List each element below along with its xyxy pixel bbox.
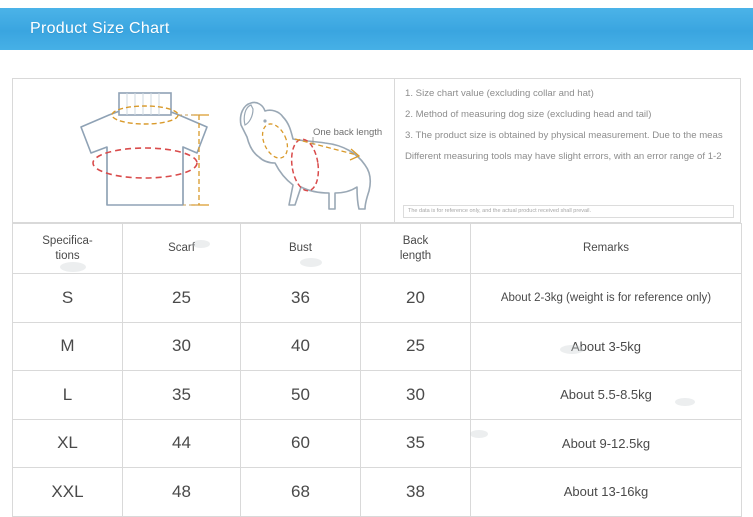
- header-banner: [0, 8, 753, 50]
- table-row: [13, 468, 742, 517]
- cell-back-length: 20: [361, 274, 471, 323]
- cell-bust: 50: [241, 371, 361, 420]
- garment-and-dog-diagram: [13, 79, 394, 222]
- cell-bust: 60: [241, 419, 361, 468]
- note-2: 2. Method of measuring dog size (excluding head and tail): [405, 108, 652, 120]
- header-specifications: [13, 224, 123, 274]
- cell-size: S: [13, 274, 123, 323]
- cell-scarf: 35: [123, 371, 241, 420]
- cell-scarf: 48: [123, 468, 241, 517]
- header-bust: Bust: [241, 224, 361, 274]
- cell-remarks: About 13-16kg: [471, 468, 742, 517]
- cell-scarf: 44: [123, 419, 241, 468]
- cell-back-length: 35: [361, 419, 471, 468]
- cell-size: XXL: [13, 468, 123, 517]
- header-specifications-line2: tions: [55, 249, 80, 262]
- table-row: [13, 371, 742, 420]
- cell-scarf: 25: [123, 274, 241, 323]
- header-back-length-line1: Back: [402, 235, 429, 248]
- note-4: Different measuring tools may have slight errors, with an error range of 1-2: [405, 150, 722, 162]
- note-3: 3. The product size is obtained by physical measurement. Due to the meas: [405, 129, 723, 141]
- cell-size: L: [13, 371, 123, 420]
- cell-remarks: About 3-5kg: [471, 322, 742, 371]
- table-row: [13, 419, 742, 468]
- cell-remarks: About 2-3kg (weight is for reference only): [471, 274, 742, 323]
- garment-icon: [81, 93, 209, 205]
- dog-icon: [240, 102, 370, 209]
- table-header-row: [13, 224, 742, 274]
- note-1: 1. Size chart value (excluding collar and hat): [405, 88, 594, 99]
- illustration-panel: [12, 78, 741, 223]
- cell-back-length: 30: [361, 371, 471, 420]
- header-specifications-line1: Specifica-: [42, 235, 93, 248]
- table-row: [13, 274, 742, 323]
- header-scarf: Scarf: [123, 224, 241, 274]
- cell-bust: 40: [241, 322, 361, 371]
- cell-remarks: About 9-12.5kg: [471, 419, 742, 468]
- table-row: [13, 322, 742, 371]
- page-title: Product Size Chart: [30, 20, 170, 37]
- cell-bust: 36: [241, 274, 361, 323]
- header-back-length: [361, 224, 471, 274]
- cell-remarks: About 5.5-8.5kg: [471, 371, 742, 420]
- dog-back-length-label: One back length: [313, 127, 383, 138]
- cell-size: XL: [13, 419, 123, 468]
- size-table: [12, 223, 742, 517]
- illustration-left: [13, 79, 394, 222]
- header-back-length-line2: length: [399, 249, 432, 262]
- cell-size: M: [13, 322, 123, 371]
- cell-bust: 68: [241, 468, 361, 517]
- illustration-notes: [394, 79, 740, 222]
- cell-back-length: 38: [361, 468, 471, 517]
- cell-scarf: 30: [123, 322, 241, 371]
- note-disclaimer: The data is for reference only, and the actual product received shall prevail.: [403, 205, 734, 218]
- cell-back-length: 25: [361, 322, 471, 371]
- header-remarks: Remarks: [471, 224, 742, 274]
